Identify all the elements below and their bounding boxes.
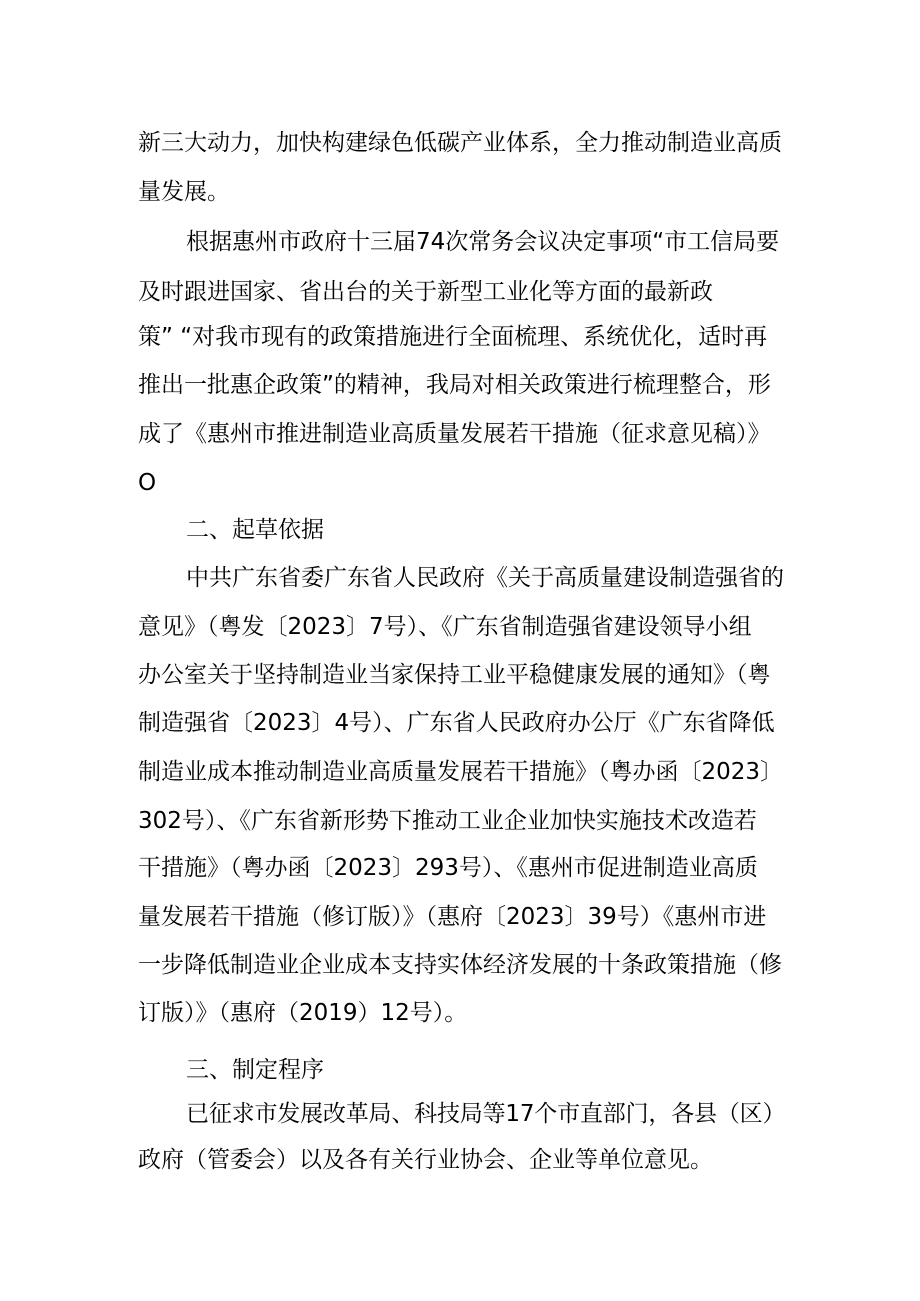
paragraph-line: 意见》（粤发〔2023〕7号）、《广东省制造强省建设领导小组 (138, 614, 752, 640)
paragraph-line: 推出一批惠企政策”的精神，我局对相关政策进行梳理整合，形 (138, 372, 771, 398)
paragraph-line: 已征求市发展改革局、科技局等17个市直部门，各县（区） (186, 1101, 786, 1127)
paragraph-line: 办公室关于坚持制造业当家保持工业平稳健康发展的通知》（粤 (138, 662, 771, 688)
paragraph-line: 一步降低制造业企业成本支持实体经济发展的十条政策措施（修 (138, 952, 782, 978)
paragraph-line: 及时跟进国家、省出台的关于新型工业化等方面的最新政 (138, 279, 713, 305)
paragraph-line: 策” “对我市现有的政策措施进行全面梳理、系统优化，适时再 (138, 324, 768, 350)
paragraph-line: 成了《惠州市推进制造业高质量发展若干措施（征求意见稿）》 (138, 421, 771, 447)
paragraph-line: 制造业成本推动制造业高质量发展若干措施》（粤办函〔2023〕 (138, 759, 784, 785)
paragraph-line: 干措施》（粤办函〔2023〕293号）、《惠州市促进制造业高质 (138, 855, 758, 881)
paragraph-line: 302号）、《广东省新形势下推动工业企业加快实施技术改造若 (138, 808, 757, 834)
paragraph-line: 根据惠州市政府十三届74次常务会议决定事项“市工信局要 (186, 229, 780, 255)
paragraph-line: 政府（管委会）以及各有关行业协会、企业等单位意见。 (138, 1147, 713, 1173)
paragraph-line: 订版）》（惠府（2019）12号）。 (138, 1000, 468, 1026)
paragraph-line: 制造强省〔2023〕4号）、广东省人民政府办公厅《广东省降低 (138, 710, 775, 736)
paragraph-line: 中共广东省委广东省人民政府《关于高质量建设制造强省的 (186, 565, 784, 591)
paragraph-line: 量发展。 (138, 179, 230, 205)
paragraph-line: 新三大动力，加快构建绿色低碳产业体系，全力推动制造业高质 (138, 130, 782, 156)
paragraph-line: O (138, 470, 157, 496)
section-heading-basis: 二、起草依据 (186, 517, 324, 543)
paragraph-line: 量发展若干措施（修订版）》（惠府〔2023〕39号）《惠州市进 (138, 904, 767, 930)
section-heading-procedure: 三、制定程序 (186, 1057, 324, 1083)
